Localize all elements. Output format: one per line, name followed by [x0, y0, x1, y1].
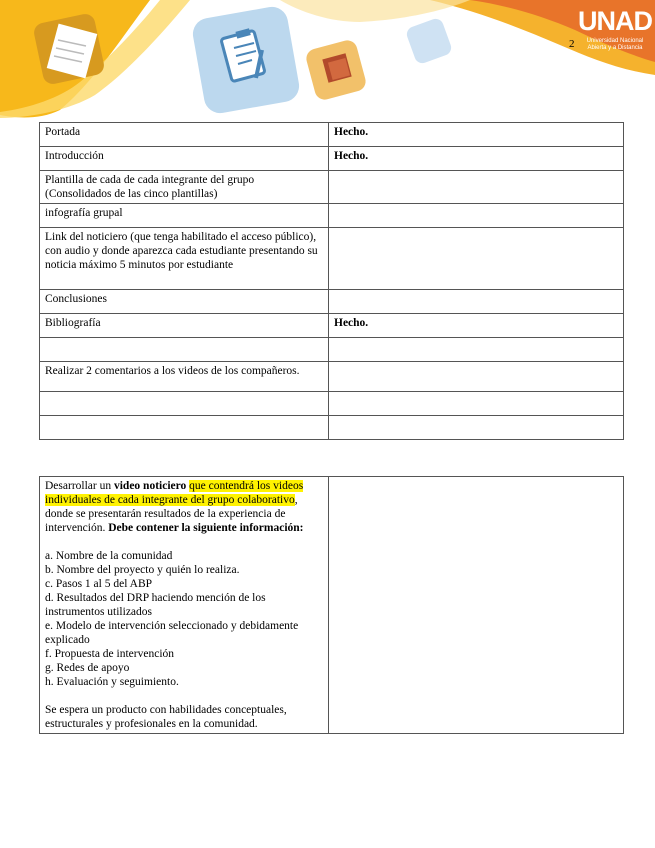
instructions-table [39, 476, 624, 734]
status-cell [329, 290, 624, 314]
task-cell: Plantilla de cada de cada integrante del grupo (Consolidados de las cinco plantillas) [40, 171, 329, 204]
table-row [40, 314, 624, 338]
task-cell: Conclusiones [40, 290, 329, 314]
table-row [40, 416, 624, 440]
status-cell [329, 204, 624, 228]
task-cell: infografía grupal [40, 204, 329, 228]
checklist-table [39, 122, 624, 440]
closing-text: Se espera un producto con habilidades conceptuales, estructurales y profesionales en la comunidad. [45, 704, 287, 730]
book-icon [304, 38, 368, 102]
instructions-cell [40, 477, 329, 734]
table-row [40, 392, 624, 416]
status-cell [329, 171, 624, 204]
list-item: a. Nombre de la comunidad [45, 550, 173, 562]
list-item: c. Pasos 1 al 5 del ABP [45, 578, 153, 590]
intro-highlight: que contendrá los videos individuales de cada integrante del grupo colaborativo [45, 480, 304, 506]
task-cell [40, 416, 329, 440]
list-item: e. Modelo de intervención seleccionado y debidamente explicado [45, 620, 299, 646]
intro-bold: video noticiero [113, 480, 187, 492]
status-text: Hecho. [334, 150, 369, 162]
page-number: 2 [569, 38, 575, 50]
empty-cell [329, 477, 624, 734]
table-row [40, 204, 624, 228]
list-item: h. Evaluación y seguimiento. [45, 676, 179, 688]
table-row [40, 228, 624, 290]
status-cell [329, 314, 624, 338]
status-cell [329, 228, 624, 290]
status-text: Hecho. [334, 317, 369, 329]
intro-text-1: Desarrollar un [45, 480, 114, 492]
status-cell [329, 147, 624, 171]
task-cell [40, 338, 329, 362]
status-cell [329, 392, 624, 416]
task-cell: Portada [40, 123, 329, 147]
task-cell: Introducción [40, 147, 329, 171]
blank-line [45, 689, 323, 703]
intro-text-3: , donde se presentarán resultados de la experiencia de intervención. [45, 494, 298, 534]
blank-line [45, 535, 323, 549]
requirements-list [45, 549, 323, 689]
logo-name: UNAD [578, 6, 652, 36]
logo-subtitle-1: Universidad Nacional [586, 38, 644, 44]
table-row [40, 362, 624, 392]
status-cell [329, 416, 624, 440]
table-row [40, 477, 624, 734]
task-cell [40, 392, 329, 416]
table-row [40, 123, 624, 147]
task-cell: Realizar 2 comentarios a los videos de los compañeros. [40, 362, 329, 392]
list-item: f. Propuesta de intervención [45, 648, 175, 660]
notepad-icon [32, 12, 106, 86]
table-row [40, 290, 624, 314]
intro-bold-2: Debe contener la siguiente información: [108, 522, 304, 534]
unad-logo [575, 4, 655, 52]
table-row [40, 338, 624, 362]
header-banner [0, 0, 655, 120]
status-text: Hecho. [334, 126, 369, 138]
task-cell: Link del noticiero (que tenga habilitado el acceso público), con audio y donde aparezca cada estudiante presentando su noticia máximo 5 minutos por estudiante [40, 228, 329, 290]
logo-subtitle-2: Abierta y a Distancia [587, 45, 643, 51]
task-cell: Bibliografía [40, 314, 329, 338]
list-item: d. Resultados del DRP haciendo mención de los instrumentos utilizados [45, 592, 266, 618]
status-cell [329, 338, 624, 362]
status-cell [329, 123, 624, 147]
list-item: g. Redes de apoyo [45, 662, 130, 674]
table-row [40, 171, 624, 204]
top-wave [280, 0, 470, 22]
clipboard-icon [190, 4, 301, 115]
list-item: b. Nombre del proyecto y quién lo realiza. [45, 564, 240, 576]
status-cell [329, 362, 624, 392]
table-row [40, 147, 624, 171]
blue-tile-decoration [405, 17, 454, 66]
header-decoration [0, 0, 655, 120]
